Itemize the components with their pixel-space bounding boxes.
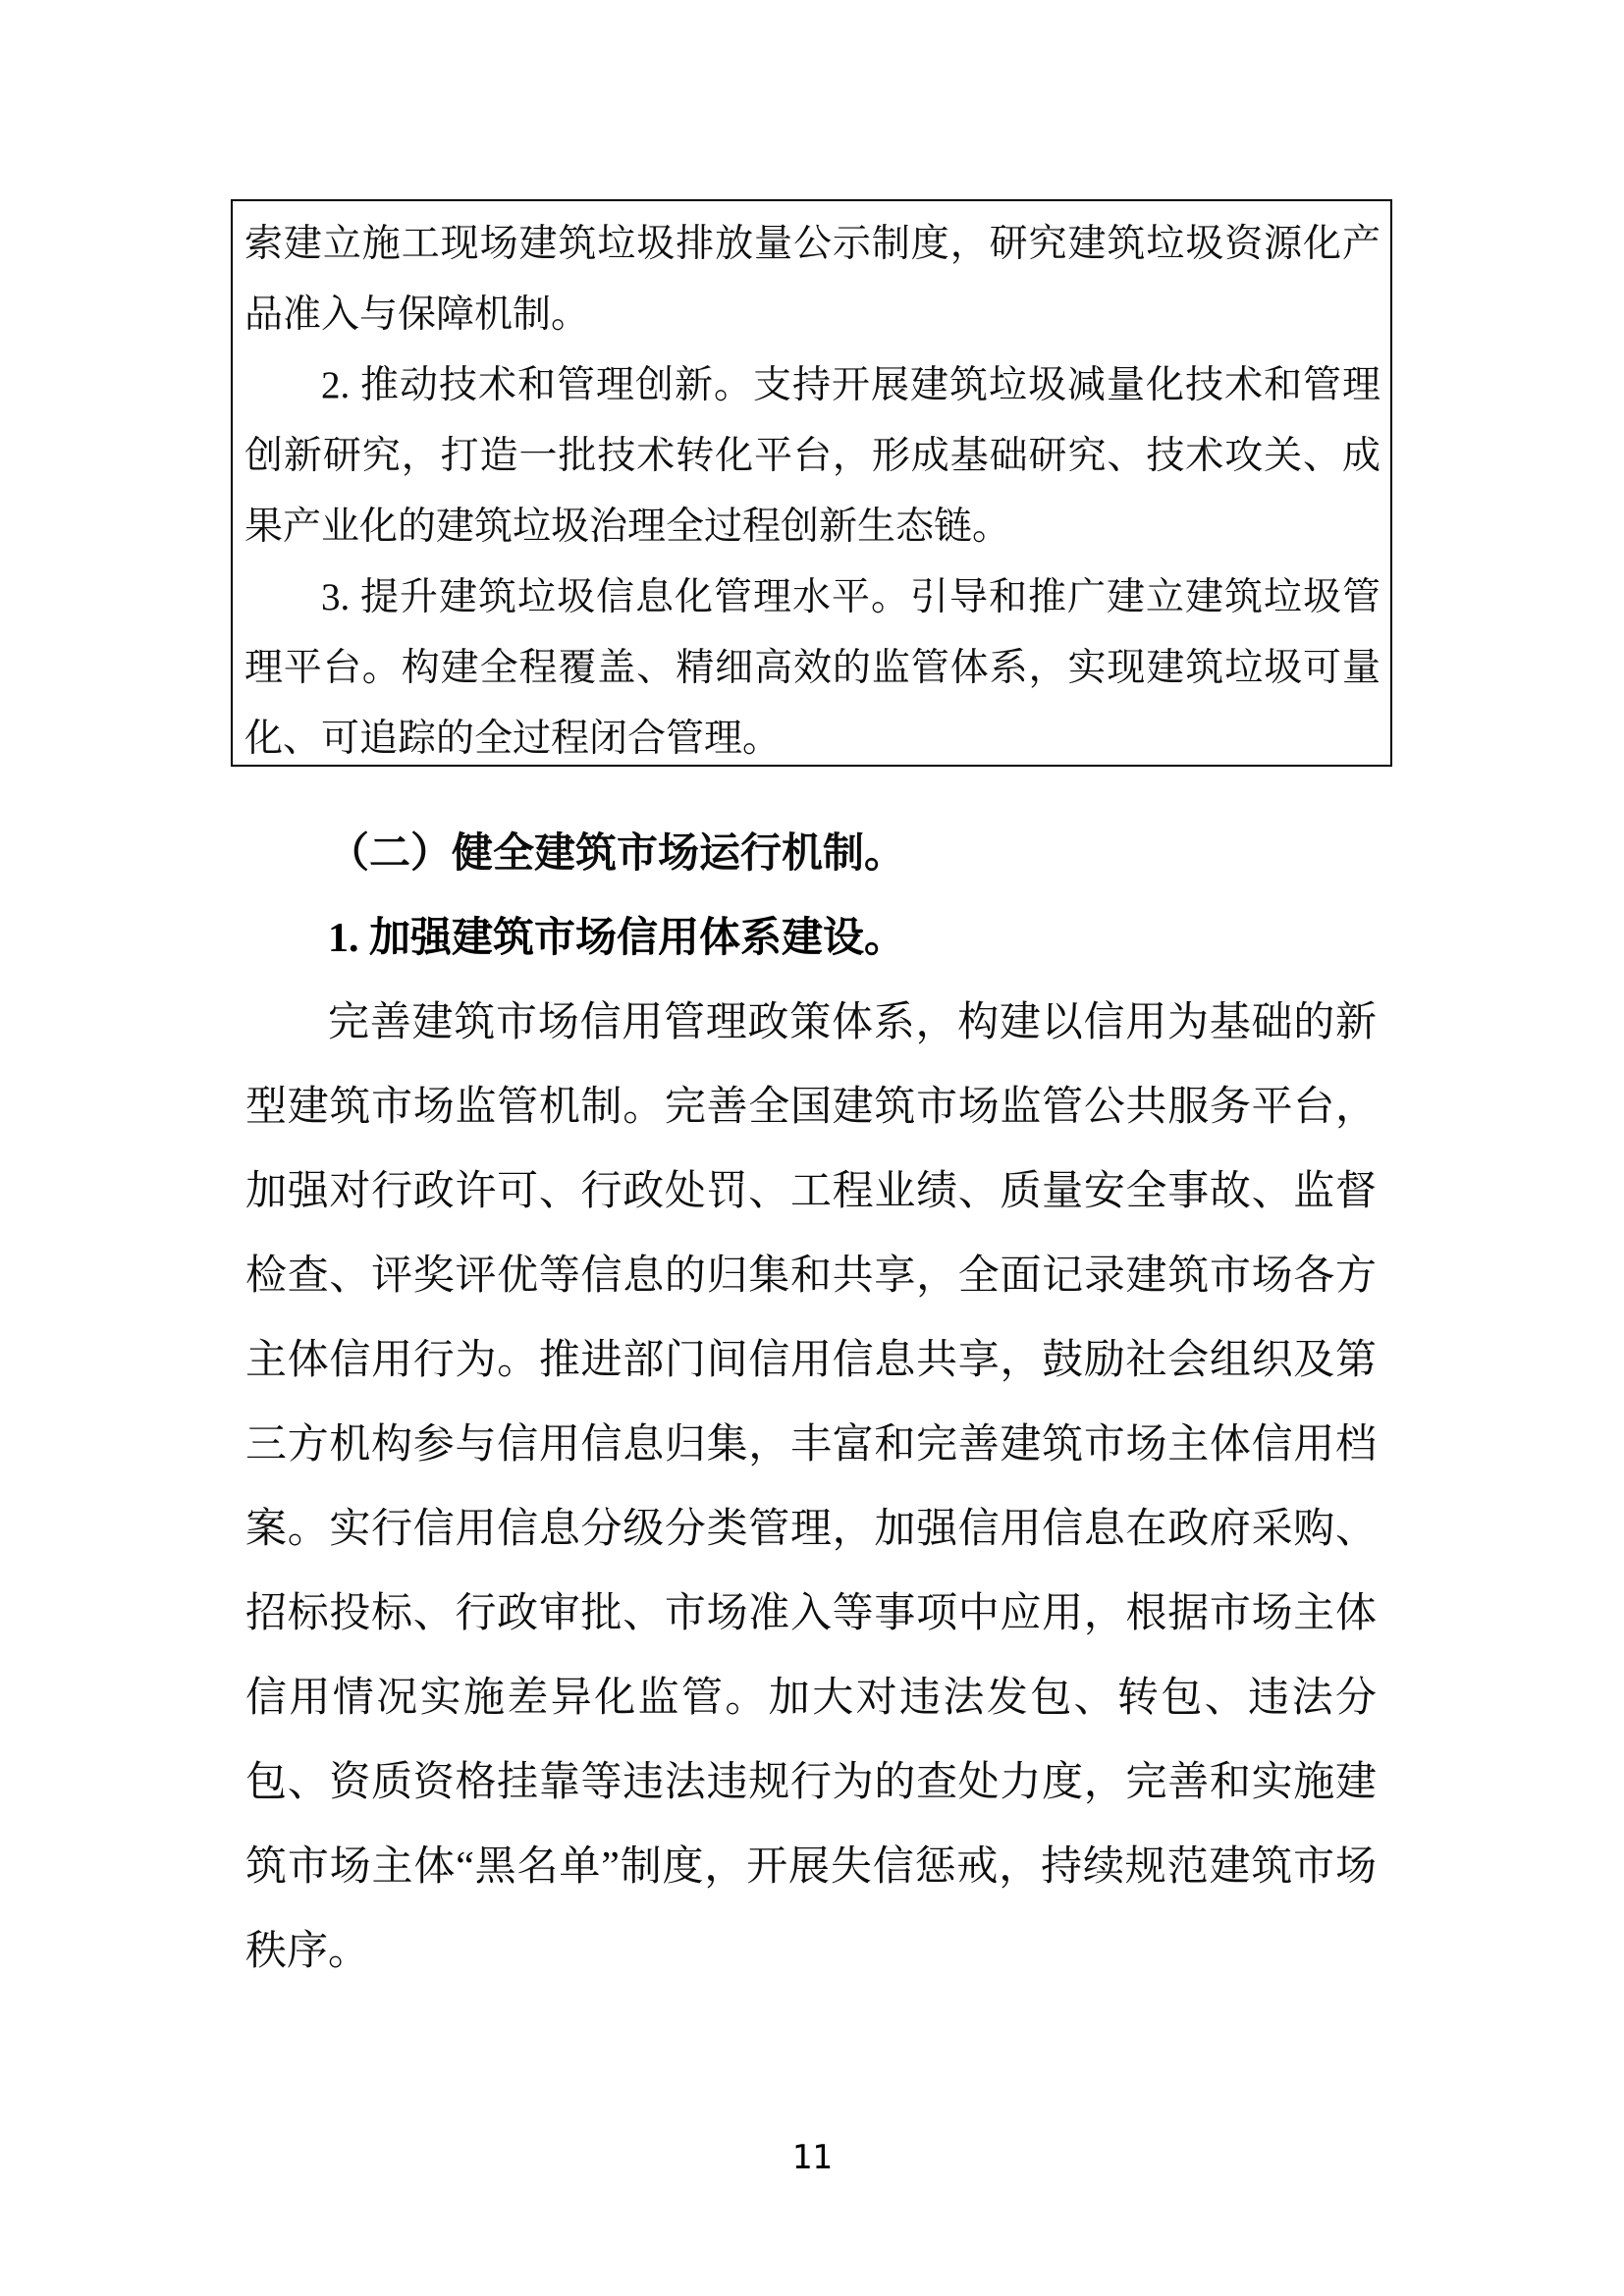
section-heading: （二）健全建筑市场运行机制。 (328, 831, 906, 877)
box-paragraph-item-3: 3. 提升建筑垃圾信息化管理水平。引导和推广建立建筑垃圾管理平台。构建全程覆盖、精细高效的监管体系，实现建筑垃圾可量化、可追踪的全过程闭合管理。 (244, 576, 1380, 760)
box-paragraph-item-2: 2. 推动技术和管理创新。支持开展建筑垃圾减量化技术和管理创新研究，打造一批技术转化平台，形成基础研究、技术攻关、成果产业化的建筑垃圾治理全过程创新生态链。 (244, 364, 1380, 548)
boxed-text-section (231, 199, 1392, 767)
body-paragraph: 完善建筑市场信用管理政策体系，构建以信用为基础的新型建筑市场监管机制。完善全国建筑市场监管公共服务平台，加强对行政许可、行政处罚、工程业绩、质量安全事故、监督检查、评奖评优等信息的归集和共享，全面记录建筑市场各方主体信用行为。推进部门间信用信息共享，鼓励社会组织及第三方机构参与信用信息归集，丰富和完善建筑市场主体信用档案。实行信用信息分级分类管理，加强信用信息在政府采购、招标投标、行政审批、市场准入等事项中应用，根据市场主体信用情况实施差异化监管。加大对违法发包、转包、违法分包、资质资格挂靠等违法违规行为的查处力度，完善和实施建筑市场主体“黑名单”制度，开展失信惩戒，持续规范建筑市场秩序。 (245, 1000, 1377, 1974)
page-number: 11 (791, 2138, 833, 2177)
body-text-section (245, 812, 1377, 1994)
box-paragraph-continuation: 索建立施工现场建筑垃圾排放量公示制度，研究建筑垃圾资源化产品准入与保障机制。 (244, 223, 1380, 336)
sub-heading: 1. 加强建筑市场信用体系建设。 (328, 916, 906, 961)
